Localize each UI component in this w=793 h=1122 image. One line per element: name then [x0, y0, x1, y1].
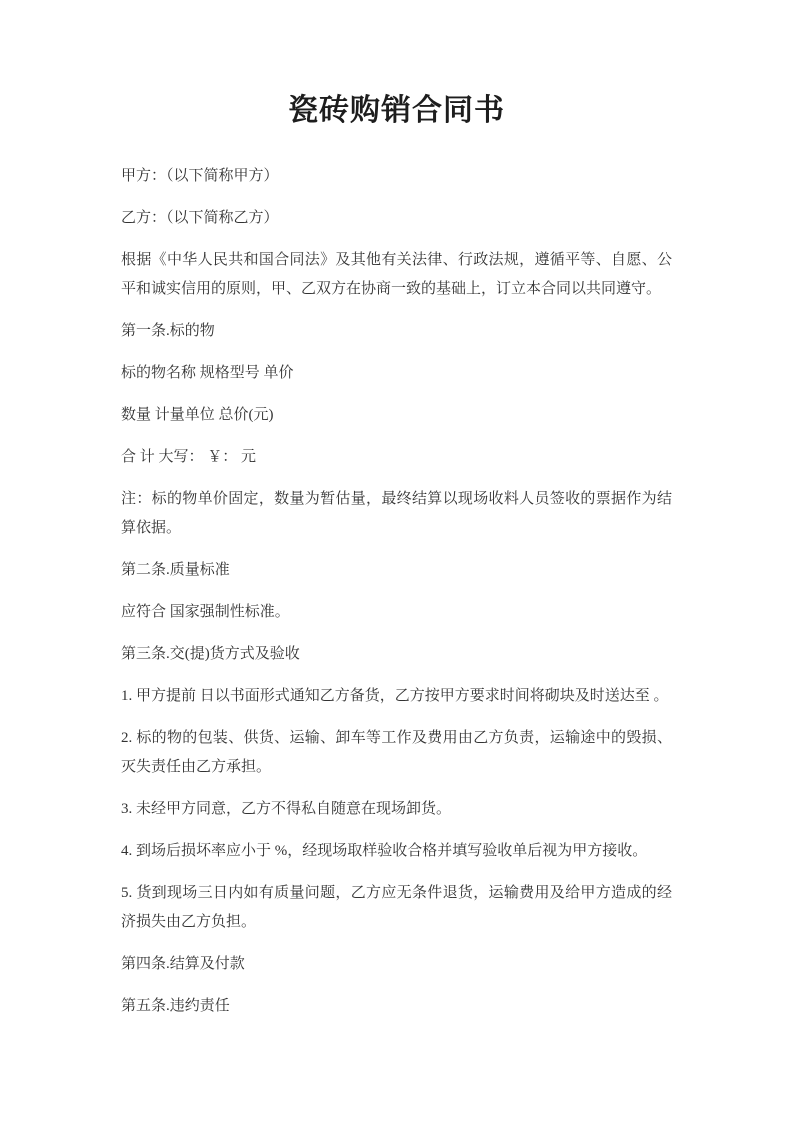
preamble: 根据《中华人民共和国合同法》及其他有关法律、行政法规，遵循平等、自愿、公平和诚实信用的原则，甲、乙双方在协商一致的基础上，订立本合同以共同遵守。 — [121, 252, 672, 297]
clause-3-item-5: 5. 货到现场三日内如有质量问题，乙方应无条件退货，运输费用及给甲方造成的经济损失由乙方负担。 — [121, 885, 672, 930]
goods-header-row-1: 标的物名称 规格型号 单价 — [121, 365, 294, 381]
quality-standard-line: 应符合 国家强制性标准。 — [121, 604, 290, 620]
party-a-line: 甲方：（以下简称甲方） — [121, 168, 279, 184]
clause-1-heading: 第一条.标的物 — [121, 323, 215, 339]
document-title: 瓷砖购销合同书 — [288, 94, 505, 127]
document-body — [121, 162, 672, 1021]
clause-2-heading: 第二条.质量标准 — [121, 562, 230, 578]
clause-3-item-1: 1. 甲方提前 日以书面形式通知乙方备货，乙方按甲方要求时间将砌块及时送达至 。 — [121, 688, 669, 704]
clause-3-item-4: 4. 到场后损坏率应小于 %，经现场取样验收合格并填写验收单后视为甲方接收。 — [121, 843, 648, 859]
total-amount-line: 合 计 大写： ￥： 元 — [121, 449, 257, 465]
note-line: 注：标的物单价固定，数量为暂估量，最终结算以现场收料人员签收的票据作为结算依据。 — [121, 491, 672, 536]
party-b-line: 乙方：（以下简称乙方） — [121, 210, 279, 226]
goods-header-row-2: 数量 计量单位 总价(元) — [121, 407, 274, 423]
clause-4-heading: 第四条.结算及付款 — [121, 956, 245, 972]
clause-3-item-2: 2. 标的物的包装、供货、运输、卸车等工作及费用由乙方负责，运输途中的毁损、灭失责任由乙方承担。 — [121, 730, 672, 775]
clause-3-item-3: 3. 未经甲方同意，乙方不得私自随意在现场卸货。 — [121, 801, 452, 817]
clause-5-heading: 第五条.违约责任 — [121, 998, 230, 1014]
clause-3-heading: 第三条.交(提)货方式及验收 — [121, 646, 300, 662]
